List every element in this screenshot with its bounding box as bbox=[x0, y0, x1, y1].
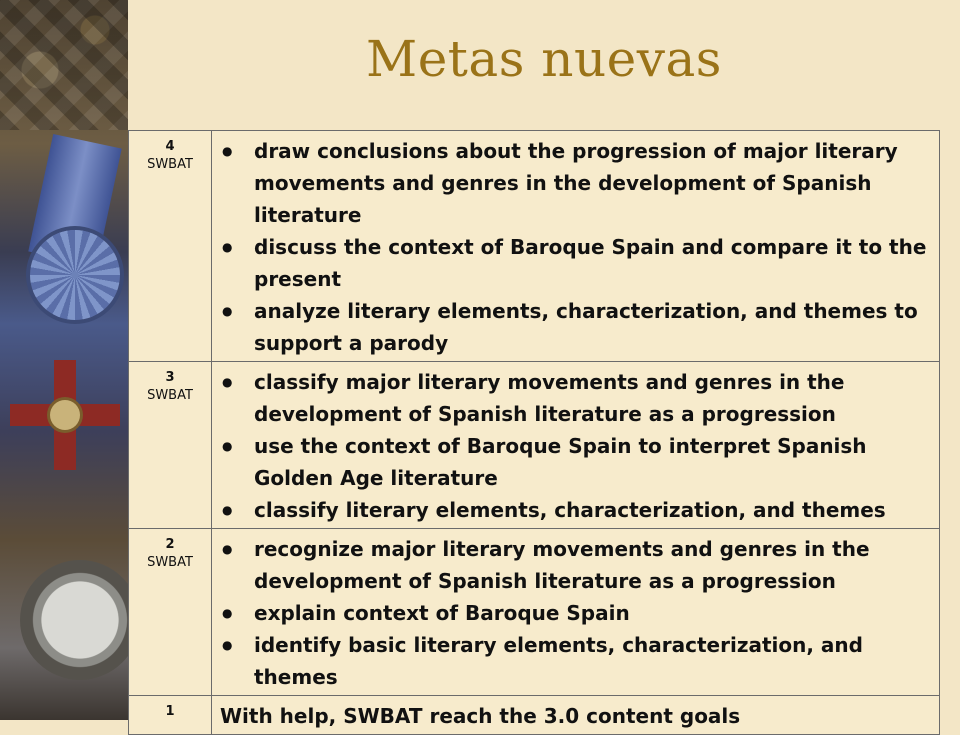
level-label: SWBAT bbox=[147, 388, 193, 403]
level-number: 3 bbox=[165, 370, 175, 385]
slide-title: Metas nuevas bbox=[366, 30, 722, 88]
compass-image bbox=[20, 560, 128, 680]
rosette-image bbox=[30, 230, 120, 320]
level-label: SWBAT bbox=[147, 157, 193, 172]
table-row bbox=[129, 696, 940, 735]
goal-text: With help, SWBAT reach the 3.0 content goals bbox=[220, 704, 741, 728]
goals-list bbox=[220, 533, 933, 693]
medal-cross-image bbox=[10, 360, 120, 470]
level-cell bbox=[129, 131, 212, 362]
goals-cell bbox=[212, 529, 940, 696]
list-item: ● use the context of Baroque Spain to interpret Spanish Golden Age literature bbox=[220, 430, 933, 494]
goals-list bbox=[220, 366, 933, 526]
list-item: ● classify literary elements, characterization, and themes bbox=[220, 494, 933, 526]
checker-pattern bbox=[0, 0, 128, 130]
table-row bbox=[129, 131, 940, 362]
list-item: ● identify basic literary elements, characterization, and themes bbox=[220, 629, 933, 693]
level-number: 4 bbox=[165, 139, 175, 154]
list-item: ● explain context of Baroque Spain bbox=[220, 597, 933, 629]
level-cell bbox=[129, 529, 212, 696]
list-item: ● analyze literary elements, characterization, and themes to support a parody bbox=[220, 295, 933, 359]
list-item: ● recognize major literary movements and genres in the development of Spanish literature as a progression bbox=[220, 533, 933, 597]
level-cell bbox=[129, 696, 212, 735]
level-number: 1 bbox=[165, 704, 175, 719]
level-cell bbox=[129, 362, 212, 529]
goals-cell bbox=[212, 131, 940, 362]
goals-cell bbox=[212, 362, 940, 529]
level-number: 2 bbox=[165, 537, 175, 552]
table-row bbox=[129, 362, 940, 529]
goals-cell bbox=[212, 696, 940, 735]
goals-list bbox=[220, 135, 933, 359]
list-item: ● discuss the context of Baroque Spain and compare it to the present bbox=[220, 231, 933, 295]
list-item: ● draw conclusions about the progression of major literary movements and genres in the development of Spanish literature bbox=[220, 135, 933, 231]
decorative-photo-strip bbox=[0, 0, 128, 720]
level-label: SWBAT bbox=[147, 555, 193, 570]
list-item: ● classify major literary movements and genres in the development of Spanish literature as a progression bbox=[220, 366, 933, 430]
goals-table bbox=[128, 130, 940, 735]
table-row bbox=[129, 529, 940, 696]
